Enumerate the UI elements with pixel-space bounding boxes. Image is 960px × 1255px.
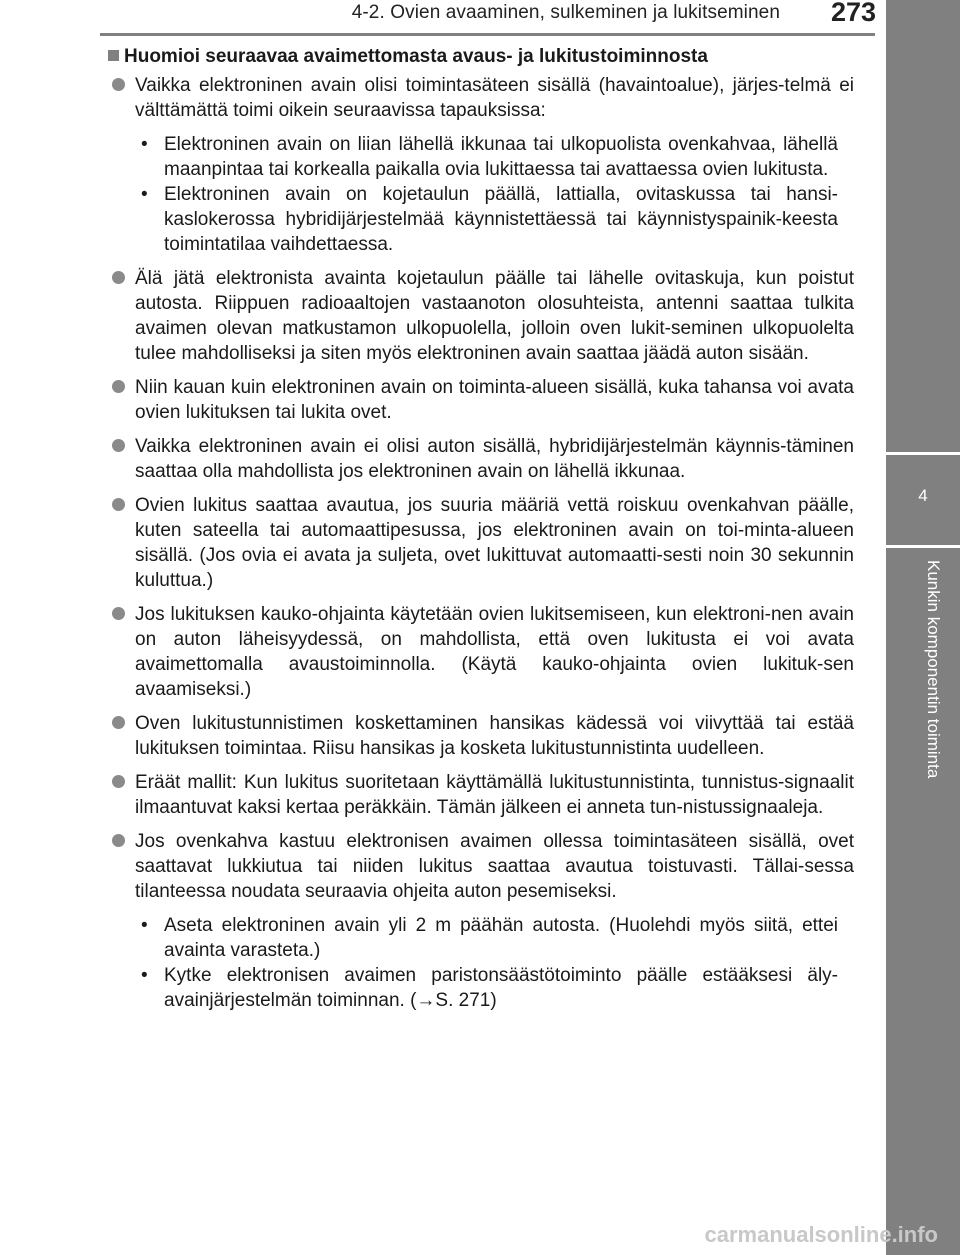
item-list: [108, 73, 854, 1013]
sub-list-item: [135, 913, 838, 963]
sub-list-item: [135, 132, 838, 182]
list-item-text: Oven lukitustunnistimen koskettaminen hansikas kädessä voi viivyttää tai estää lukituksen toimintaa. Riisu hansikas ja kosketa lukitustunnistinta uudelleen.: [135, 713, 854, 759]
sub-list: [108, 132, 854, 257]
list-item-text: Älä jätä elektronista avainta kojetaulun päälle tai lähelle ovitaskuja, kun poistut autosta. Riippuen radioaaltojen vastaanoton olosuhteista, antenni saattaa tulkita avaimen olevan matkustamon ulkopuolella, jolloin oven lukit-seminen ulkopuolelta tulee mahdolliseksi ja siten myös elektroninen avain saattaa jäädä auton sisään.: [135, 268, 854, 364]
list-item: [108, 73, 854, 123]
round-bullet-icon: [112, 380, 125, 393]
section-heading: [108, 44, 854, 69]
round-bullet-icon: [112, 498, 125, 511]
round-bullet-icon: [112, 439, 125, 452]
round-bullet-icon: [112, 607, 125, 620]
footer-watermark: carmanualsonline.info: [704, 1222, 938, 1247]
list-item-text: Jos lukituksen kauko-ohjainta käytetään ovien lukitsemiseen, kun elektroni-nen avain on auton läheisyydessä, on mahdollista, että oven lukitusta ei voi avata avaimettomalla avaustoiminnolla. (Käytä kauko-ohjainta ovien lukituk-sen avaamiseksi.): [135, 604, 854, 700]
list-item-text: Eräät mallit: Kun lukitus suoritetaan käyttämällä lukitustunnistinta, tunnistus-signaalit ilmaantuvat kaksi kertaa peräkkäin. Tämän jälkeen ei anneta tun-nistussignaaleja.: [135, 772, 854, 818]
list-item-text: Niin kauan kuin elektroninen avain on toiminta-alueen sisällä, kuka tahansa voi avata ovien lukituksen tai lukita ovet.: [135, 377, 854, 423]
list-item: [108, 434, 854, 484]
chapter-title: Kunkin komponentin toiminta: [924, 560, 943, 779]
list-item-text: Vaikka elektroninen avain ei olisi auton sisällä, hybridijärjestelmän käynnis-täminen saattaa olla mahdollista jos elektroninen avain on lähellä ikkunaa.: [135, 436, 854, 482]
square-bullet-icon: [108, 50, 119, 61]
round-bullet-icon: [112, 78, 125, 91]
list-item-text: Ovien lukitus saattaa avautua, jos suuria määriä vettä roiskuu ovenkahvan päälle, kuten sateella tai automaattipesussa, jos elektroninen avain on toi-minta-alueen sisällä. (Jos ovia ei avata ja suljeta, ovet lukittuvat automaatti-sesti noin 30 sekunnin kuluttua.): [135, 495, 854, 591]
bullet-icon: •: [141, 134, 148, 155]
list-item: [108, 493, 854, 593]
list-item: [108, 711, 854, 761]
sub-list-item-text: Aseta elektroninen avain yli 2 m päähän autosta. (Huolehdi myös siitä, ettei avainta varasteta.): [164, 915, 838, 961]
round-bullet-icon: [112, 775, 125, 788]
sub-list-item-text: Elektroninen avain on kojetaulun päällä, lattialla, ovitaskussa tai hansi-kaslokerossa hybridijärjestelmää käynnistettäessä tai käynnistyspainik-keesta toimintatilaa vaihdettaessa.: [164, 184, 838, 255]
sub-list-item-text: Kytke elektronisen avaimen paristonsäästötoiminto päälle estääksesi äly-avainjärjestelmän toiminnan. (→S. 271): [164, 965, 838, 1011]
list-item-text: Jos ovenkahva kastuu elektronisen avaimen ollessa toimintasäteen sisällä, ovet saattavat lukkiutua tai niiden lukitus saattaa avautua toistuvasti. Tällai-sessa tilanteessa noudata seuraavia ohjeita auton pesemiseksi.: [135, 831, 854, 902]
bullet-icon: •: [141, 184, 148, 205]
chapter-number: 4: [918, 486, 928, 505]
round-bullet-icon: [112, 834, 125, 847]
side-tab-top: [886, 0, 960, 452]
header-title: 4-2. Ovien avaaminen, sulkeminen ja lukitseminen: [351, 2, 780, 23]
page-number: 273: [830, 0, 876, 27]
list-item: [108, 266, 854, 366]
list-item-text: Vaikka elektroninen avain olisi toimintasäteen sisällä (havaintoalue), järjes-telmä ei välttämättä toimi oikein seuraavissa tapauksissa:: [135, 75, 854, 121]
bullet-icon: •: [141, 915, 148, 936]
section-heading-text: Huomioi seuraavaa avaimettomasta avaus- ja lukitustoiminnosta: [124, 46, 708, 67]
round-bullet-icon: [112, 716, 125, 729]
list-item: [108, 375, 854, 425]
list-item: [108, 602, 854, 702]
sub-list-item: [135, 963, 838, 1013]
header-rule: [100, 33, 875, 36]
sub-list-item: [135, 182, 838, 257]
bullet-icon: •: [141, 965, 148, 986]
list-item: [108, 770, 854, 820]
list-item: [108, 829, 854, 904]
main-content: [108, 44, 854, 1013]
sub-list-item-text: Elektroninen avain on liian lähellä ikkunaa tai ulkopuolista ovenkahvaa, lähellä maanpintaa tai korkealla paikalla ovia lukittaessa tai avattaessa ovien lukitusta.: [164, 134, 838, 180]
sub-list: [108, 913, 854, 1013]
round-bullet-icon: [112, 271, 125, 284]
